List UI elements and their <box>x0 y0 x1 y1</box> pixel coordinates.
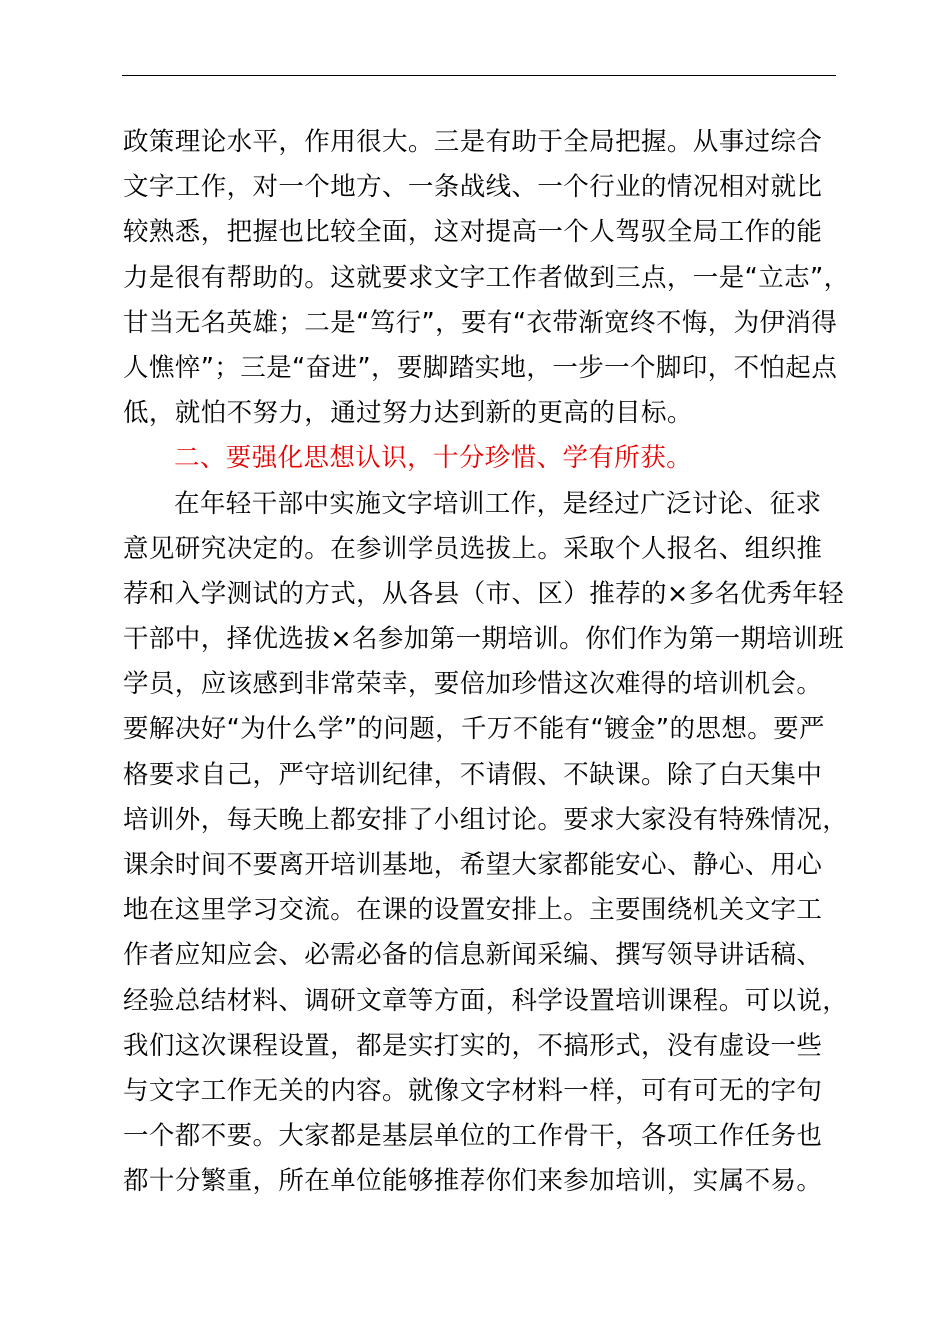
text-line: 都十分繁重，所在单位能够推荐你们来参加培训，实属不易。 <box>123 1166 823 1197</box>
text-line: 我们这次课程设置，都是实打实的，不搞形式，没有虚设一些 <box>123 1030 823 1061</box>
text-line: 课余时间不要离开培训基地，希望大家都能安心、静心、用心 <box>123 850 823 880</box>
text-line: 学员，应该感到非常荣幸，要倍加珍惜这次难得的培训机会。 <box>123 669 823 700</box>
section-heading: 二、要强化思想认识，十分珍惜、学有所获。 <box>174 443 693 474</box>
text-line: 甘当无名英雄；二是“笃行”，要有“衣带渐宽终不悔，为伊消得 <box>123 307 838 338</box>
text-line: 在年轻干部中实施文字培训工作，是经过广泛讨论、征求 <box>174 488 822 519</box>
text-line: 文字工作，对一个地方、一条战线、一个行业的情况相对就比 <box>123 172 823 203</box>
text-line: 作者应知应会、必需必备的信息新闻采编、撰写领导讲话稿、 <box>123 940 823 971</box>
text-line: 与文字工作无关的内容。就像文字材料一样，可有可无的字句 <box>123 1075 823 1106</box>
text-line: 政策理论水平，作用很大。三是有助于全局把握。从事过综合 <box>123 127 823 157</box>
document-body <box>123 120 850 1205</box>
text-line: 地在这里学习交流。在课的设置安排上。主要围绕机关文字工 <box>123 895 823 926</box>
text-line: 力是很有帮助的。这就要求文字工作者做到三点，一是“立志”， <box>123 262 850 293</box>
text-line: 低，就怕不努力，通过努力达到新的更高的目标。 <box>123 398 693 429</box>
text-line: 干部中，择优选拔×名参加第一期培训。你们作为第一期培训班 <box>123 624 845 655</box>
text-line: 意见研究决定的。在参训学员选拔上。采取个人报名、组织推 <box>123 533 823 564</box>
text-line: 格要求自己，严守培训纪律，不请假、不缺课。除了白天集中 <box>123 759 823 790</box>
text-line: 人憔悴”；三是“奋进”，要脚踏实地，一步一个脚印，不怕起点 <box>123 352 838 383</box>
header-rule <box>122 75 836 76</box>
text-line: 要解决好“为什么学”的问题，千万不能有“镀金”的思想。要严 <box>123 714 825 745</box>
text-line: 荐和入学测试的方式，从各县（市、区）推荐的×多名优秀年轻 <box>123 578 845 609</box>
text-line: 一个都不要。大家都是基层单位的工作骨干，各项工作任务也 <box>123 1121 823 1152</box>
text-line: 较熟悉，把握也比较全面，这对提高一个人驾驭全局工作的能 <box>123 217 823 248</box>
paragraph-body <box>123 482 849 1205</box>
text-line: 培训外，每天晚上都安排了小组讨论。要求大家没有特殊情况， <box>123 804 849 835</box>
text-line: 经验总结材料、调研文章等方面，科学设置培训课程。可以说， <box>123 985 849 1016</box>
paragraph-continuation <box>123 120 850 436</box>
